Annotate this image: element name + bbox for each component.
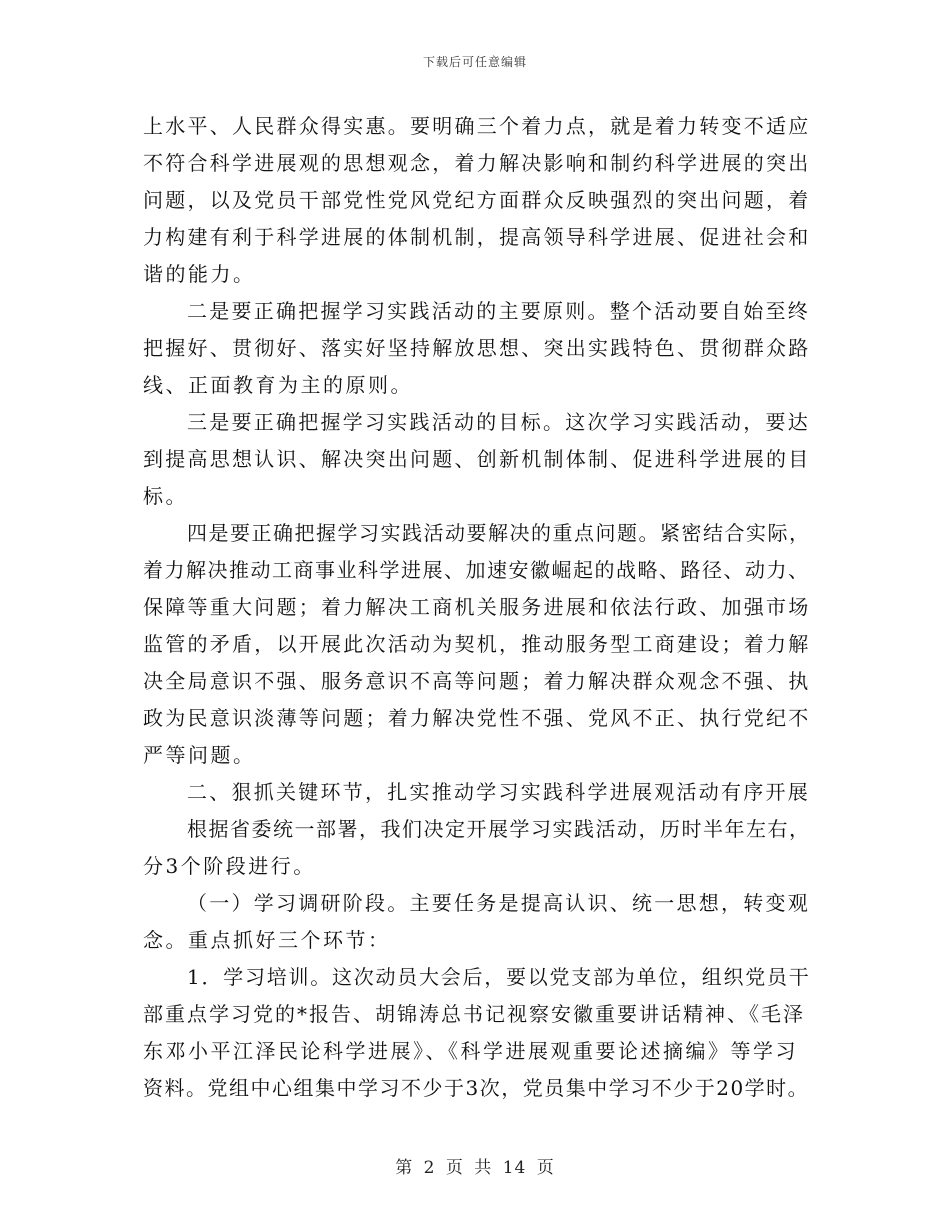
text-line: 二是要正确把握学习实践活动的主要原则。整个活动要自始至终 [187, 299, 810, 323]
text-line: 严等问题。 [143, 743, 256, 767]
text-line: 东邓小平江泽民论科学进展》、《科学进展观重要论述摘编》等学习 [143, 1039, 798, 1063]
text-line: 政为民意识淡薄等问题；着力解决党性不强、党风不正、执行党纪不 [143, 706, 811, 730]
text-line: 把握好、贯彻好、落实好坚持解放思想、突出实践特色、贯彻群众路 [143, 336, 811, 360]
text-line: 保障等重大问题；着力解决工商机关服务进展和依法行政、加强市场 [143, 595, 811, 619]
text-line: 根据省委统一部署，我们决定开展学习实践活动，历时半年左右， [187, 817, 811, 841]
text-line: 不符合科学进展观的思想观念，着力解决影响和制约科学进展的突出 [143, 151, 811, 175]
text-line: 资料。党组中心组集中学习不少于3次，党员集中学习不少于20学时。 [143, 1076, 810, 1100]
text-line: 部重点学习党的*报告、胡锦涛总书记视察安徽重要讲话精神、《毛泽 [143, 1002, 805, 1026]
text-line: 问题，以及党员干部党性党风党纪方面群众反映强烈的突出问题，着 [143, 188, 811, 212]
text-line: 着力解决推动工商事业科学进展、加速安徽崛起的战略、路径、动力、 [143, 558, 810, 582]
text-line: 分3个阶段进行。 [143, 854, 316, 878]
page-number-footer: 第 2 页 共 14 页 [395, 1158, 555, 1178]
text-line: 谐的能力。 [143, 262, 256, 286]
text-line: 监管的矛盾，以开展此次活动为契机，推动服务型工商建设；着力解 [143, 632, 811, 656]
page-header: 下载后可任意编辑 [422, 55, 527, 69]
text-line: 力构建有利于科学进展的体制机制，提高领导科学进展、促进社会和 [143, 225, 811, 249]
text-line: 1．学习培训。这次动员大会后，要以党支部为单位，组织党员干 [187, 965, 811, 989]
text-line: 四是要正确把握学习实践活动要解决的重点问题。紧密结合实际， [187, 521, 811, 545]
text-line: 上水平、人民群众得实惠。要明确三个着力点，就是着力转变不适应 [143, 114, 811, 138]
text-line: 到提高思想认识、解决突出问题、创新机制体制、促进科学进展的目 [143, 447, 811, 471]
text-line: 标。 [143, 484, 188, 508]
text-line: （一）学习调研阶段。主要任务是提高认识、统一思想，转变观 [187, 891, 810, 915]
text-line: 三是要正确把握学习实践活动的目标。这次学习实践活动，要达 [187, 410, 810, 434]
text-line: 决全局意识不强、服务意识不高等问题；着力解决群众观念不强、执 [143, 669, 811, 693]
text-line: 线、正面教育为主的原则。 [143, 373, 413, 397]
text-line: 二、狠抓关键环节，扎实推动学习实践科学进展观活动有序开展 [187, 780, 810, 804]
document-body [143, 108, 811, 1107]
text-line: 念。重点抓好三个环节： [143, 928, 391, 952]
